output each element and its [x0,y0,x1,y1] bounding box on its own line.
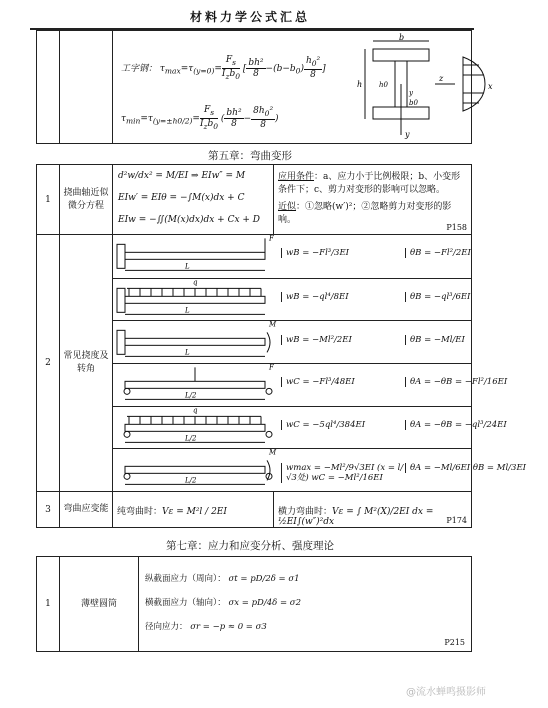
page-ref: P215 [444,638,465,647]
load-label: M [269,448,277,457]
load-label: F [269,234,274,243]
case-row [113,320,471,364]
row-number: 3 [37,492,60,528]
chapter-5-title: 第五章：弯曲变形 [208,150,292,162]
label-y: y [405,130,410,139]
page-title: 材料力学公式汇总 [189,10,310,24]
span-label: L/2 [185,391,197,400]
page-ref: P158 [446,223,467,232]
case-row [113,448,527,492]
label-h0: h0 [379,81,388,89]
cylinder-stress-line: 径向应力： σr = −p ≈ 0 = σ3 [145,622,267,632]
approx-text: 近似：①忽略(w′)²；②忽略剪力对变形的影响。 [278,202,452,225]
gongzi-formula: 工字钢： $\tau_{max}=\tau_{(y=0)}=$ $\frac{F_s}{I_zb_0}$ [ $\frac{\text{bh²}}{8}$ $-(b-b_0)$ $\frac{h_0^2}{8}$ ] [121,55,326,81]
row-number: 2 [37,235,60,492]
case-row [113,235,471,278]
deflection-w: wB = −ql⁴/8EI [281,292,404,302]
deflection-w: wmax = −Ml²/9√3EI (x = l/√3处) wC = −Ml²/16EI [281,463,404,483]
load-label: F [269,363,274,372]
row-name: 挠曲轴近似微分方程 [60,165,113,235]
cylinder-lines [145,567,467,639]
cases-cell [113,234,527,492]
label-b0: b0 [409,99,418,107]
chapter-7-title: 第七章：应力和应变分析、强度理论 [166,540,334,552]
cylinder-stress-line: 纵截面应力（周向）： σt = pD/2δ = σ1 [145,574,300,584]
rotation-theta: θA = −Ml/6EI θB = Ml/3EI [405,463,548,473]
case-row [113,405,507,450]
row-name: 弯曲应变能 [60,492,113,528]
eq-line-1: d²w/dx² = M/EI ⇒ EIw″ = M [118,171,246,181]
eq-line-2: EIw′ = EIθ = −∫M(x)dx + C [118,193,245,203]
table-continued [36,30,493,144]
beam-diagram [115,235,281,278]
deflection-w: wC = −5ql⁴/384EI [281,420,404,430]
i-beam-diagram [335,35,545,141]
tau-min-formula: $\tau_{min}=\tau_{(y=\pm h0/2)}=$ $\frac{F_s}{I_zb_0}$ ( $\frac{\text{bh²}}{8}$ − $\frac{8h_0^2}{8}$ ) [121,105,279,131]
table-chapter-5 [36,164,527,528]
beam-diagram [115,449,281,492]
cases-list [113,234,527,491]
cylinder-stress-line: 横截面应力（轴向）： σx = pD/4δ = σ2 [145,598,301,608]
deflection-w: wC = −Fl³/48EI [281,377,404,387]
span-label: L [185,305,190,314]
span-label: L/2 [185,433,197,442]
span-label: L [185,348,190,357]
row-name: 薄壁圆筒 [60,557,139,652]
case-row [113,363,508,407]
beam-diagram [115,407,281,450]
beam-diagram [115,279,281,322]
page-ref: P174 [446,516,467,525]
load-label: q [193,277,198,286]
label-ybar: y [409,89,413,97]
conditions-cell [274,165,472,235]
load-label: q [193,405,198,414]
conditions-text: 应用条件：a、应力小于比例极限；b、小变形条件下；c、剪力对变形的影响可以忽略。 [278,172,461,195]
rotation-theta: θB = −ql³/6EI [405,292,548,302]
gongzi-cell [113,31,493,144]
pure-bending-cell [113,492,274,528]
watermark: @流水蝉鸣摄影师 [406,687,486,698]
load-label: M [269,320,277,329]
rotation-theta: θA = −θB = −ql³/24EI [405,420,548,430]
rotation-theta: θA = −θB = −Fl²/16EI [405,377,548,387]
transverse-bending: 横力弯曲时：Vε = ∫ M²(X)/2EI dx = ½EI∫(w″)²dx [278,507,434,527]
span-label: L [185,262,190,271]
rotation-theta: θB = −Ml/EI [405,335,548,345]
cylinder-cell [139,557,472,652]
pure-bending: 纯弯曲时：Vε = M²l / 2EI [117,507,227,517]
table-chapter-7 [36,556,472,652]
label-h: h [357,80,363,89]
beam-diagram [115,364,281,407]
row-number: 1 [37,165,60,235]
transverse-bending-cell [274,492,472,528]
row-name: 常见挠度及转角 [60,235,113,492]
label-b: b [399,33,405,42]
deflection-w: wB = −Ml²/2EI [281,335,404,345]
rotation-theta: θB = −Fl²/2EI [405,248,548,258]
deflection-eq-cell [113,165,274,235]
span-label: L/2 [185,476,197,485]
case-row [113,278,471,322]
beam-diagram [115,321,281,364]
label-x: x [488,82,493,91]
eq-line-3: EIw = −∬(M(x)dx)dx + Cx + D [118,215,261,225]
deflection-w: wB = −Fl³/3EI [281,248,404,258]
label-z: z [439,74,444,83]
row-number: 1 [37,557,60,652]
